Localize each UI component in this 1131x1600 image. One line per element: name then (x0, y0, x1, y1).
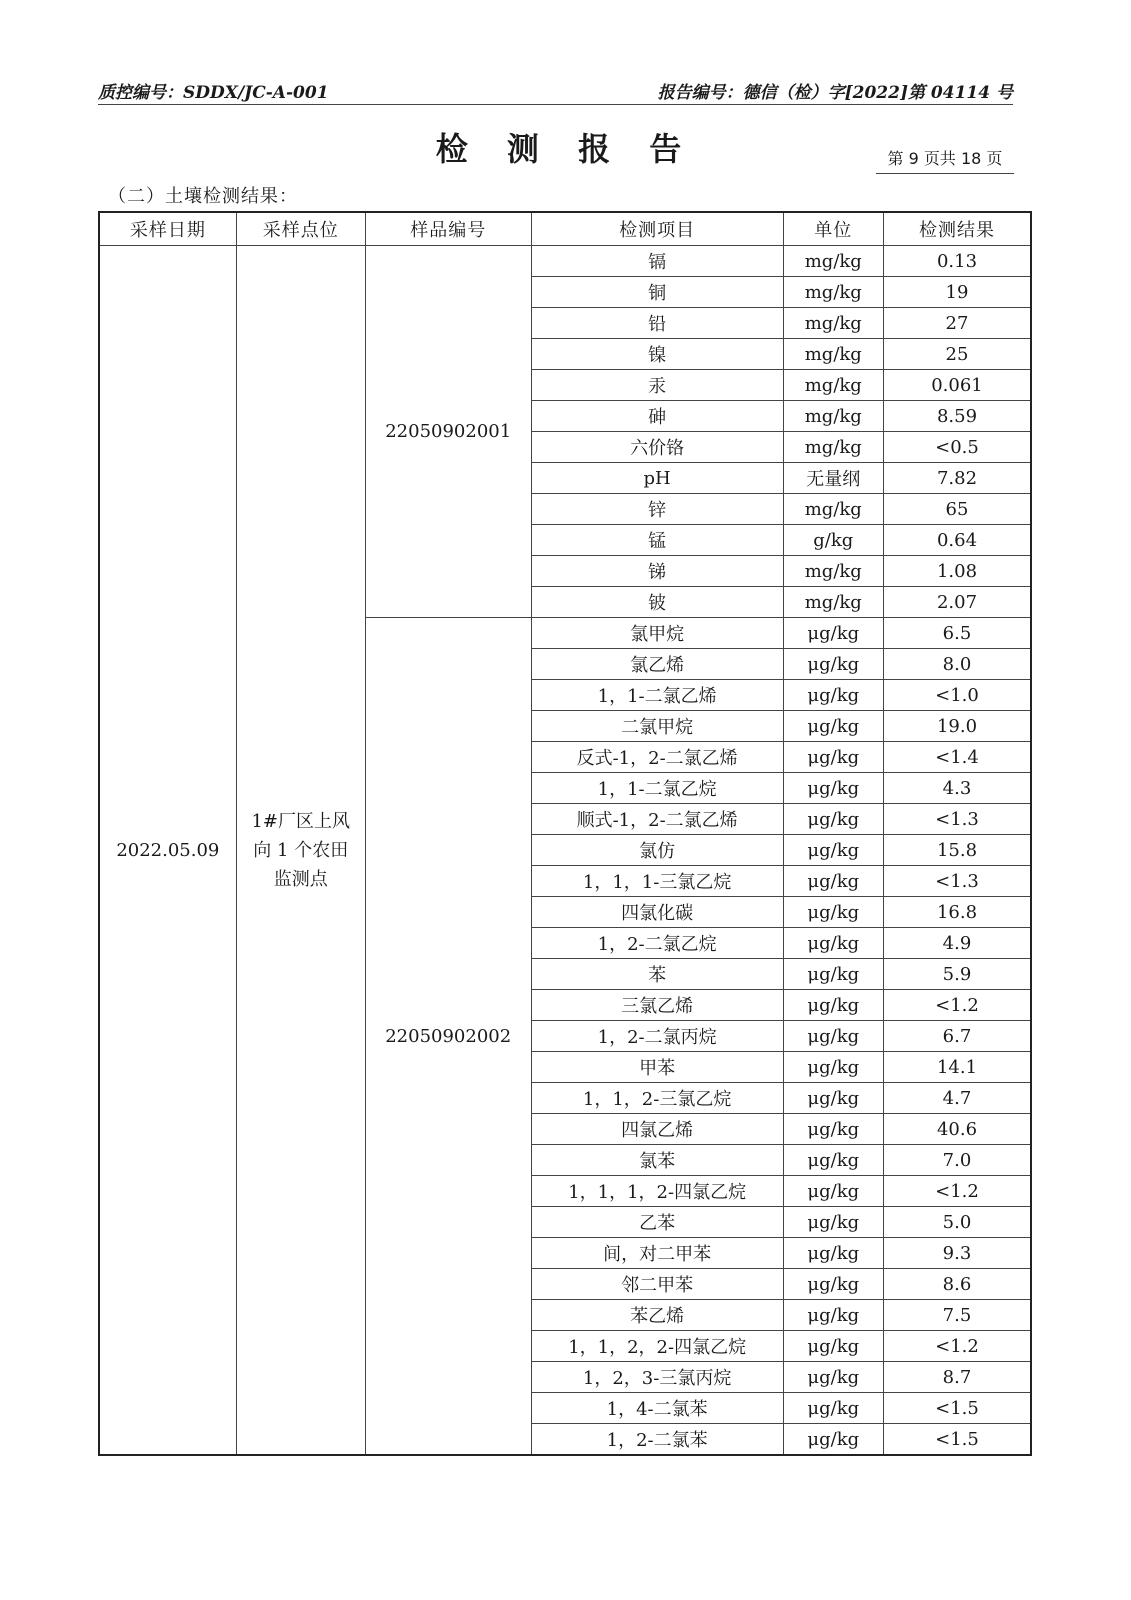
cell-item: 1，4-二氯苯 (531, 1393, 783, 1424)
cell-unit: μg/kg (783, 928, 883, 959)
cell-unit: μg/kg (783, 649, 883, 680)
col-header-sample-id: 样品编号 (365, 212, 531, 246)
cell-result: 6.5 (883, 618, 1031, 649)
cell-unit: mg/kg (783, 308, 883, 339)
cell-item: 六价铬 (531, 432, 783, 463)
cell-item: 乙苯 (531, 1207, 783, 1238)
cell-unit: mg/kg (783, 432, 883, 463)
col-header-unit: 单位 (783, 212, 883, 246)
cell-item: 二氯甲烷 (531, 711, 783, 742)
cell-unit: μg/kg (783, 1238, 883, 1269)
cell-result: <1.5 (883, 1424, 1031, 1456)
results-body (99, 246, 1031, 1456)
cell-unit: μg/kg (783, 1176, 883, 1207)
cell-item: 1，1-二氯乙烷 (531, 773, 783, 804)
cell-result: <1.2 (883, 990, 1031, 1021)
cell-result: 4.3 (883, 773, 1031, 804)
cell-item: 间，对二甲苯 (531, 1238, 783, 1269)
cell-unit: μg/kg (783, 897, 883, 928)
cell-item: 汞 (531, 370, 783, 401)
cell-item: 四氯化碳 (531, 897, 783, 928)
cell-item: 1，2-二氯乙烷 (531, 928, 783, 959)
cell-item: 甲苯 (531, 1052, 783, 1083)
cell-unit: μg/kg (783, 618, 883, 649)
cell-result: 40.6 (883, 1114, 1031, 1145)
cell-unit: μg/kg (783, 1424, 883, 1456)
cell-result: 7.5 (883, 1300, 1031, 1331)
cell-item: 苯 (531, 959, 783, 990)
cell-result: 14.1 (883, 1052, 1031, 1083)
cell-item: 四氯乙烯 (531, 1114, 783, 1145)
cell-unit: mg/kg (783, 401, 883, 432)
cell-unit: μg/kg (783, 835, 883, 866)
cell-unit: mg/kg (783, 246, 883, 277)
cell-unit: 无量纲 (783, 463, 883, 494)
cell-item: 反式-1，2-二氯乙烯 (531, 742, 783, 773)
report-title: 检 测 报 告 (435, 130, 696, 168)
cell-item: 三氯乙烯 (531, 990, 783, 1021)
cell-item: 1，1，1，2-四氯乙烷 (531, 1176, 783, 1207)
cell-item: 氯甲烷 (531, 618, 783, 649)
cell-unit: μg/kg (783, 866, 883, 897)
sampling-location: 1#厂区上风向 1 个农田监测点 (236, 246, 365, 1456)
table-header-row (99, 212, 1031, 246)
cell-result: 9.3 (883, 1238, 1031, 1269)
cell-item: 镍 (531, 339, 783, 370)
cell-result: 16.8 (883, 897, 1031, 928)
cell-unit: mg/kg (783, 587, 883, 618)
cell-unit: μg/kg (783, 959, 883, 990)
cell-item: pH (531, 463, 783, 494)
cell-unit: μg/kg (783, 1083, 883, 1114)
cell-unit: μg/kg (783, 680, 883, 711)
cell-item: 铍 (531, 587, 783, 618)
col-header-item: 检测项目 (531, 212, 783, 246)
cell-result: 0.13 (883, 246, 1031, 277)
cell-item: 1，1，2-三氯乙烷 (531, 1083, 783, 1114)
cell-unit: μg/kg (783, 1300, 883, 1331)
cell-result: 0.061 (883, 370, 1031, 401)
cell-result: 2.07 (883, 587, 1031, 618)
cell-item: 顺式-1，2-二氯乙烯 (531, 804, 783, 835)
cell-unit: μg/kg (783, 1331, 883, 1362)
cell-result: <1.2 (883, 1331, 1031, 1362)
cell-unit: μg/kg (783, 1052, 883, 1083)
cell-item: 氯苯 (531, 1145, 783, 1176)
cell-unit: g/kg (783, 525, 883, 556)
cell-result: 4.9 (883, 928, 1031, 959)
cell-item: 铜 (531, 277, 783, 308)
cell-result: <1.0 (883, 680, 1031, 711)
cell-unit: μg/kg (783, 1114, 883, 1145)
cell-unit: μg/kg (783, 1362, 883, 1393)
cell-item: 铅 (531, 308, 783, 339)
cell-result: 1.08 (883, 556, 1031, 587)
cell-result: 19.0 (883, 711, 1031, 742)
cell-item: 1，2，3-三氯丙烷 (531, 1362, 783, 1393)
cell-unit: mg/kg (783, 556, 883, 587)
cell-result: <1.3 (883, 804, 1031, 835)
cell-result: 65 (883, 494, 1031, 525)
cell-result: <1.5 (883, 1393, 1031, 1424)
report-number: 报告编号：德信（检）字[2022]第 04114 号 (657, 83, 1013, 103)
cell-result: 8.59 (883, 401, 1031, 432)
cell-item: 苯乙烯 (531, 1300, 783, 1331)
cell-unit: μg/kg (783, 1269, 883, 1300)
cell-result: <1.3 (883, 866, 1031, 897)
cell-item: 1，1，1-三氯乙烷 (531, 866, 783, 897)
cell-result: 6.7 (883, 1021, 1031, 1052)
soil-results-table (98, 211, 1032, 1456)
col-header-location: 采样点位 (236, 212, 365, 246)
cell-result: 8.0 (883, 649, 1031, 680)
cell-unit: μg/kg (783, 1393, 883, 1424)
cell-unit: mg/kg (783, 370, 883, 401)
cell-item: 邻二甲苯 (531, 1269, 783, 1300)
cell-item: 锑 (531, 556, 783, 587)
sampling-date: 2022.05.09 (99, 246, 236, 1456)
cell-item: 1，1，2，2-四氯乙烷 (531, 1331, 783, 1362)
cell-unit: μg/kg (783, 742, 883, 773)
cell-result: 15.8 (883, 835, 1031, 866)
cell-result: <0.5 (883, 432, 1031, 463)
cell-item: 1，1-二氯乙烯 (531, 680, 783, 711)
cell-unit: mg/kg (783, 494, 883, 525)
cell-unit: mg/kg (783, 277, 883, 308)
col-header-date: 采样日期 (99, 212, 236, 246)
cell-item: 氯仿 (531, 835, 783, 866)
cell-unit: μg/kg (783, 711, 883, 742)
page-header (98, 78, 1013, 105)
cell-result: 0.64 (883, 525, 1031, 556)
cell-unit: μg/kg (783, 804, 883, 835)
cell-unit: μg/kg (783, 990, 883, 1021)
cell-item: 氯乙烯 (531, 649, 783, 680)
cell-unit: μg/kg (783, 1207, 883, 1238)
cell-unit: μg/kg (783, 1145, 883, 1176)
cell-result: 8.6 (883, 1269, 1031, 1300)
cell-item: 锰 (531, 525, 783, 556)
table-row (99, 246, 1031, 277)
cell-result: 25 (883, 339, 1031, 370)
cell-result: 5.0 (883, 1207, 1031, 1238)
sample-id: 22050902001 (365, 246, 531, 618)
page-number: 第 9 页共 18 页 (876, 146, 1014, 174)
cell-result: 5.9 (883, 959, 1031, 990)
sample-id: 22050902002 (365, 618, 531, 1456)
cell-result: 27 (883, 308, 1031, 339)
cell-item: 砷 (531, 401, 783, 432)
cell-item: 1，2-二氯丙烷 (531, 1021, 783, 1052)
cell-item: 1，2-二氯苯 (531, 1424, 783, 1456)
cell-result: 7.82 (883, 463, 1031, 494)
col-header-result: 检测结果 (883, 212, 1031, 246)
cell-item: 镉 (531, 246, 783, 277)
cell-result: <1.2 (883, 1176, 1031, 1207)
cell-result: <1.4 (883, 742, 1031, 773)
cell-result: 19 (883, 277, 1031, 308)
cell-item: 锌 (531, 494, 783, 525)
cell-result: 8.7 (883, 1362, 1031, 1393)
cell-unit: μg/kg (783, 773, 883, 804)
cell-unit: mg/kg (783, 339, 883, 370)
cell-result: 4.7 (883, 1083, 1031, 1114)
section-title: （二）土壤检测结果： (108, 186, 298, 207)
cell-unit: μg/kg (783, 1021, 883, 1052)
qc-code: 质控编号：SDDX/JC-A-001 (98, 83, 329, 103)
cell-result: 7.0 (883, 1145, 1031, 1176)
